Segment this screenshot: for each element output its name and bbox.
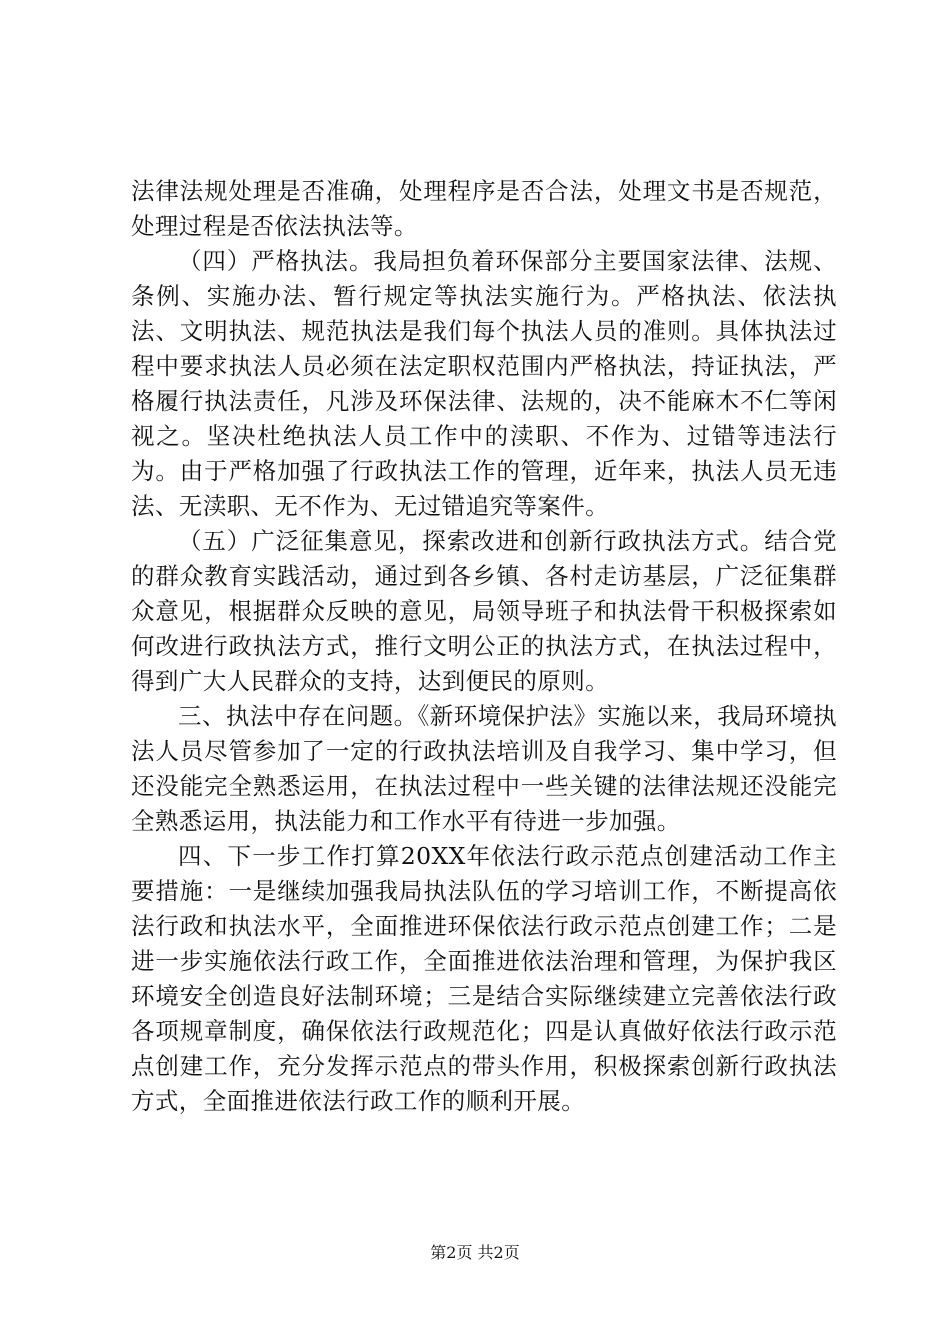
paragraph-1: 法律法规处理是否准确，处理程序是否合法，处理文书是否规范，处理过程是否依法执法等。 — [131, 177, 837, 240]
document-body — [131, 174, 837, 1119]
paragraph-2: （四）严格执法。我局担负着环保部分主要国家法律、法规、条例、实施办法、暂行规定等执法实施行为。严格执法、依法执法、文明执法、规范执法是我们每个执法人员的准则。具体执法过程中要求执法人员必须在法定职权范围内严格执法，持证执法，严格履行执法责任，凡涉及环保法律、法规的，决不能麻木不仁等闲视之。坚决杜绝执法人员工作中的渎职、不作为、过错等违法行为。由于严格加强了行政执法工作的管理，近年来，执法人员无违法、无渎职、无不作为、无过错追究等案件。 — [131, 247, 837, 520]
paragraph-5: 四、下一步工作打算20XX年依法行政示范点创建活动工作主要措施：一是继续加强我局执法队伍的学习培训工作，不断提高依法行政和执法水平，全面推进环保依法行政示范点创建工作；二是进一步实施依法行政工作，全面推进依法治理和管理，为保护我区环境安全创造良好法制环境；三是结合实际继续建立完善依法行政各项规章制度，确保依法行政规范化；四是认真做好依法行政示范点创建工作，充分发挥示范点的带头作用，积极探索创新行政执法方式，全面推进依法行政工作的顺利开展。 — [131, 842, 837, 1115]
paragraph-4: 三、执法中存在问题。《新环境保护法》实施以来，我局环境执法人员尽管参加了一定的行政执法培训及自我学习、集中学习，但还没能完全熟悉运用，在执法过程中一些关键的法律法规还没能完全熟悉运用，执法能力和工作水平有待进一步加强。 — [131, 702, 837, 835]
paragraph-3: （五）广泛征集意见，探索改进和创新行政执法方式。结合党的群众教育实践活动，通过到各乡镇、各村走访基层，广泛征集群众意见，根据群众反映的意见，局领导班子和执法骨干积极探索如何改进行政执法方式，推行文明公正的执法方式，在执法过程中，得到广大人民群众的支持，达到便民的原则。 — [131, 527, 837, 695]
page-footer: 第2页 共2页 — [430, 1243, 520, 1262]
